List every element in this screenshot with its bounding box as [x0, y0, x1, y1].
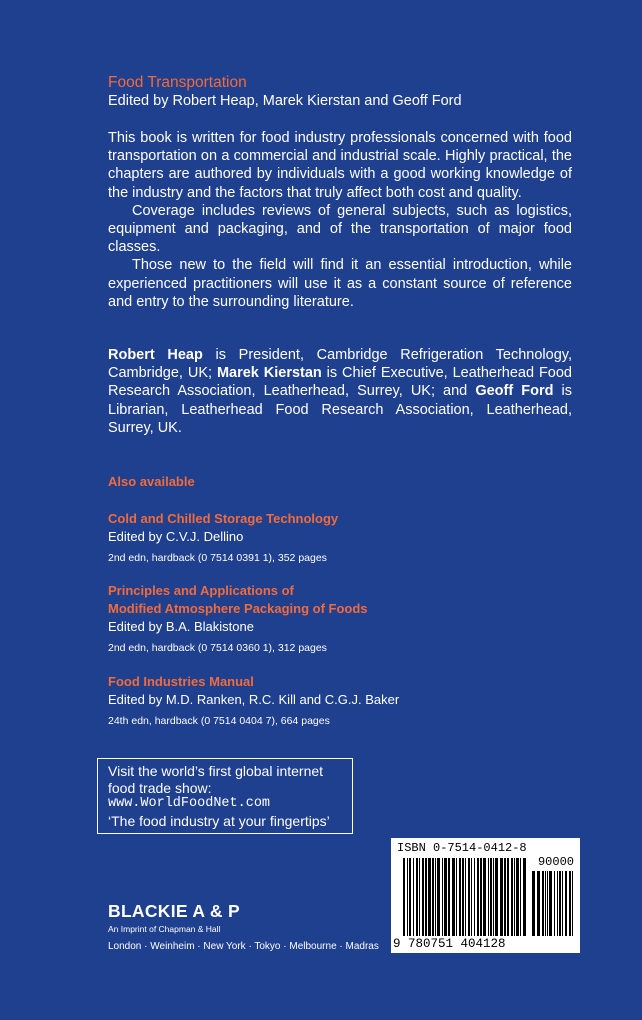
barcode-bar: [554, 871, 555, 936]
barcode-bar: [542, 871, 544, 936]
promo-box: [97, 758, 353, 834]
barcode-price-code: 90000: [537, 855, 574, 869]
barcode-bar: [516, 858, 519, 936]
blurb-paragraph-1: This book is written for food industry professionals concerned with food transportation on a commercial and industrial scale. Highly practical, the chapters are authored by individuals with a good working knowledge of the industry and the factors that truly affect both cost and quality.: [108, 130, 572, 201]
barcode-bar: [480, 858, 482, 936]
barcode-bar: [416, 858, 418, 936]
book-title: Food Transportation: [108, 74, 247, 91]
barcode-bar: [428, 858, 431, 936]
promo-url: www.WorldFoodNet.com: [108, 796, 271, 811]
bio-text-kierstan: is Chief Executive, Leatherhead Food Research Association, Leatherhead, Surrey, UK; and: [108, 365, 572, 400]
promo-line-1: Visit the world’s first global internet: [108, 763, 324, 779]
related-book-title: Principles and Applications of: [108, 583, 294, 598]
related-book-title: Cold and Chilled Storage Technology: [108, 511, 339, 526]
barcode-bar: [474, 858, 475, 936]
bio-text-heap: is President, Cambridge Refrigeration Technology, Cambridge, UK;: [108, 347, 572, 382]
related-book-details: 24th edn, hardback (0 7514 0404 7), 664 pages: [108, 715, 330, 727]
barcode-bar: [403, 858, 405, 936]
related-book-1: [108, 510, 338, 566]
barcode-bar: [432, 858, 434, 936]
barcode-bar: [468, 858, 470, 936]
publisher-logo: BLACKIE A & P: [108, 901, 240, 921]
barcode-bar: [442, 858, 443, 936]
barcode-bar: [565, 871, 567, 936]
barcode-bar: [507, 858, 509, 936]
barcode-bar: [514, 858, 515, 936]
barcode-bar: [495, 858, 498, 936]
barcode-isbn: ISBN 0-7514-0412-8: [397, 841, 527, 855]
barcode-bar: [500, 858, 503, 936]
barcode: [391, 838, 580, 953]
barcode-bar: [407, 858, 408, 936]
barcode-ean: 9 780751 404128: [393, 937, 506, 951]
related-book-2: [108, 582, 368, 656]
barcode-bar: [452, 858, 455, 936]
barcode-bar: [425, 858, 427, 936]
blurb: [108, 129, 572, 311]
barcode-bar: [462, 858, 464, 936]
barcode-bar: [456, 858, 457, 936]
barcode-bar: [488, 858, 489, 936]
barcode-bar: [413, 858, 414, 936]
barcode-bar: [557, 871, 558, 936]
publisher-imprint: An Imprint of Chapman & Hall: [108, 924, 221, 934]
barcode-bar: [419, 858, 420, 936]
barcode-bar: [523, 858, 526, 936]
barcode-bar: [562, 871, 563, 936]
promo-tagline: ‘The food industry at your fingertips’: [108, 812, 330, 829]
book-editors: Edited by Robert Heap, Marek Kierstan and Geoff Ford: [108, 93, 462, 109]
barcode-bar: [504, 858, 506, 936]
bio-name-kierstan: Marek Kierstan: [216, 365, 322, 382]
also-available-heading: Also available: [108, 474, 195, 489]
related-book-3: [108, 673, 399, 729]
related-book-details: 2nd edn, hardback (0 7514 0360 1), 312 pages: [108, 642, 327, 654]
barcode-bar: [471, 858, 472, 936]
barcode-bar: [465, 858, 466, 936]
barcode-bar: [444, 858, 447, 936]
barcode-bar: [459, 858, 461, 936]
barcode-bar: [448, 858, 450, 936]
barcode-bar: [477, 858, 479, 936]
related-book-editor: Edited by B.A. Blakistone: [108, 619, 254, 634]
barcode-bar: [422, 858, 424, 936]
barcode-bar: [490, 858, 492, 936]
related-book-title: Food Industries Manual: [108, 674, 254, 689]
barcode-bar: [409, 858, 411, 936]
barcode-bar: [493, 858, 494, 936]
barcode-bar: [532, 871, 535, 936]
barcode-bar: [572, 871, 573, 936]
barcode-bars: [391, 838, 580, 953]
barcode-bar: [545, 871, 546, 936]
related-book-title-line-2: Modified Atmosphere Packaging of Foods: [108, 601, 368, 616]
barcode-bar: [435, 858, 436, 936]
barcode-bar: [520, 858, 521, 936]
blurb-paragraph-2: Coverage includes reviews of general subjects, such as logistics, equipment and packaging, and of the transportation of major food classes.: [108, 202, 572, 256]
barcode-bar: [559, 871, 561, 936]
editor-bios: [108, 346, 572, 437]
barcode-bar: [483, 858, 486, 936]
barcode-bar: [511, 858, 513, 936]
publisher-cities: London · Weinheim · New York · Tokyo · Melbourne · Madras: [108, 941, 379, 952]
related-book-details: 2nd edn, hardback (0 7514 0391 1), 352 pages: [108, 552, 327, 564]
blurb-paragraph-3: Those new to the field will find it an essential introduction, while experienced practitioners will use it as a constant source of reference and entry to the surrounding literature.: [108, 257, 572, 310]
barcode-bar: [569, 871, 571, 936]
bio-name-ford: Geoff Ford: [475, 383, 554, 400]
promo-line-2: food trade show:: [108, 779, 212, 796]
barcode-bar: [537, 871, 540, 936]
bio-name-heap: Robert Heap: [108, 347, 203, 363]
bio-text-ford: is Librarian, Leatherhead Food Research Association, Leatherhead, Surrey, UK.: [108, 383, 573, 436]
barcode-bar: [437, 858, 440, 936]
related-book-editor: Edited by M.D. Ranken, R.C. Kill and C.G.J. Baker: [108, 692, 400, 707]
barcode-bar: [547, 871, 548, 936]
related-book-editor: Edited by C.V.J. Dellino: [108, 529, 244, 544]
barcode-bar: [549, 871, 552, 936]
